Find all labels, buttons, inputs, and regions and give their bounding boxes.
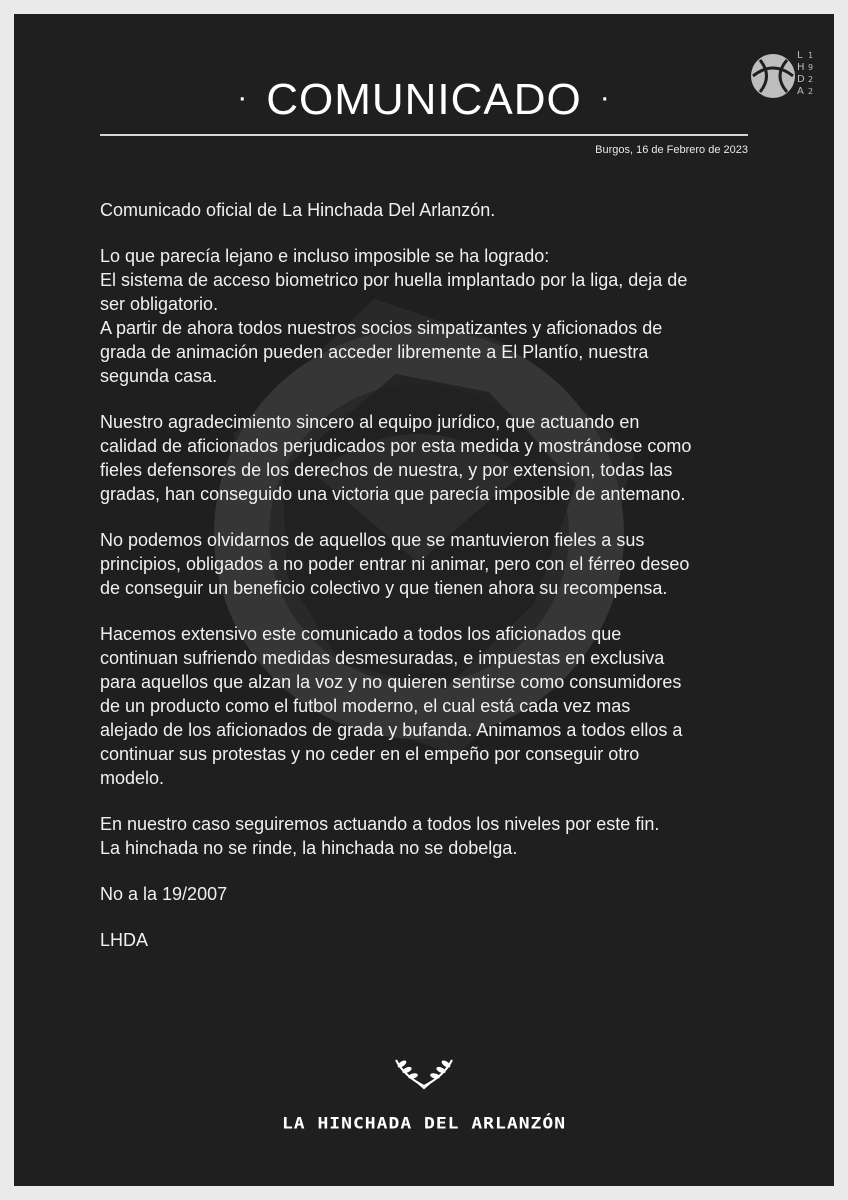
p4-line-7: modelo. — [100, 768, 165, 788]
p3-line-2: principios, obligados a no poder entrar ni animar, pero con el férreo deseo — [100, 554, 690, 574]
p4-line-1: Hacemos extensivo este comunicado a todos los aficionados que — [100, 624, 622, 644]
p1-line-1: Lo que parecía lejano e incluso imposible se ha logrado: — [100, 246, 550, 266]
page-title — [237, 75, 611, 124]
logo-year-digit-2b: 2 — [808, 87, 814, 96]
signature-paragraph — [100, 928, 732, 952]
p2-line-1: Nuestro agradecimiento sincero al equipo jurídico, que actuando en — [100, 412, 640, 432]
p4-line-5: alejado de los aficionados de grada y bufanda. Animamos a todos ellos a — [100, 720, 683, 740]
p1-line-2: El sistema de acceso biometrico por huella implantado por la liga, deja de — [100, 270, 688, 290]
p3-line-1: No podemos olvidarnos de aquellos que se mantuvieron fieles a sus — [100, 530, 645, 550]
p2-line-3: fieles defensores de los derechos de nuestra, y por extension, todas las — [100, 460, 673, 480]
signature: LHDA — [100, 930, 149, 950]
intro-paragraph — [100, 198, 732, 222]
p4-line-2: continuan sufriendo medidas desmesuradas, e impuestas en exclusiva — [100, 648, 665, 668]
title-dot-left: · — [237, 81, 249, 114]
p4-line-6: continuar sus protestas y no ceder en el empeño por conseguir otro — [100, 744, 640, 764]
lhda-badge-icon — [748, 42, 816, 110]
header-title-wrap — [100, 75, 748, 124]
paragraph-6 — [100, 882, 732, 906]
p2-line-2: calidad de aficionados perjudicados por esta medida y mostrándose como — [100, 436, 692, 456]
logo-letter-d: D — [797, 74, 805, 85]
paragraph-3 — [100, 528, 732, 600]
paragraph-4 — [100, 622, 732, 790]
footer-brand: LA HINCHADA DEL ARLANZÓN — [281, 1114, 567, 1133]
laurel-wreath-icon — [384, 1046, 464, 1090]
paragraph-1 — [100, 244, 732, 388]
header-divider — [100, 134, 748, 136]
p6-line: No a la 19/2007 — [100, 884, 228, 904]
p1-line-6: segunda casa. — [100, 366, 218, 386]
paragraph-2 — [100, 410, 732, 506]
p1-line-4: A partir de ahora todos nuestros socios simpatizantes y aficionados de — [100, 318, 663, 338]
p4-line-3: para aquellos que alzan la voz y no quieren sentirse como consumidores — [100, 672, 682, 692]
logo-year-digit-9: 9 — [808, 63, 814, 72]
logo-year-digit-1: 1 — [808, 51, 814, 60]
p5-line-2: La hinchada no se rinde, la hinchada no se dobelga. — [100, 838, 518, 858]
title-text: COMUNICADO — [266, 75, 582, 124]
logo-year-digit-2a: 2 — [808, 75, 814, 84]
paragraph-5 — [100, 812, 732, 860]
logo-letter-h: H — [797, 62, 805, 73]
main-content — [100, 198, 732, 974]
p1-line-5: grada de animación pueden acceder libremente a El Plantío, nuestra — [100, 342, 649, 362]
footer-logo-wrap — [14, 1046, 834, 1094]
p1-line-3: ser obligatorio. — [100, 294, 219, 314]
date-line: Burgos, 16 de Febrero de 2023 — [595, 144, 748, 156]
logo-letter-l: L — [797, 50, 803, 61]
p3-line-3: de conseguir un beneficio colectivo y que tienen ahora su recompensa. — [100, 578, 668, 598]
logo-letter-a: A — [797, 86, 804, 97]
p5-line-1: En nuestro caso seguiremos actuando a todos los niveles por este fin. — [100, 814, 660, 834]
title-dot-right: · — [599, 81, 611, 114]
p2-line-4: gradas, han conseguido una victoria que parecía imposible de antemano. — [100, 484, 686, 504]
intro-line: Comunicado oficial de La Hinchada Del Arlanzón. — [100, 200, 496, 220]
document-page — [14, 14, 834, 1186]
p4-line-4: de un producto como el futbol moderno, el cual está cada vez mas — [100, 696, 631, 716]
